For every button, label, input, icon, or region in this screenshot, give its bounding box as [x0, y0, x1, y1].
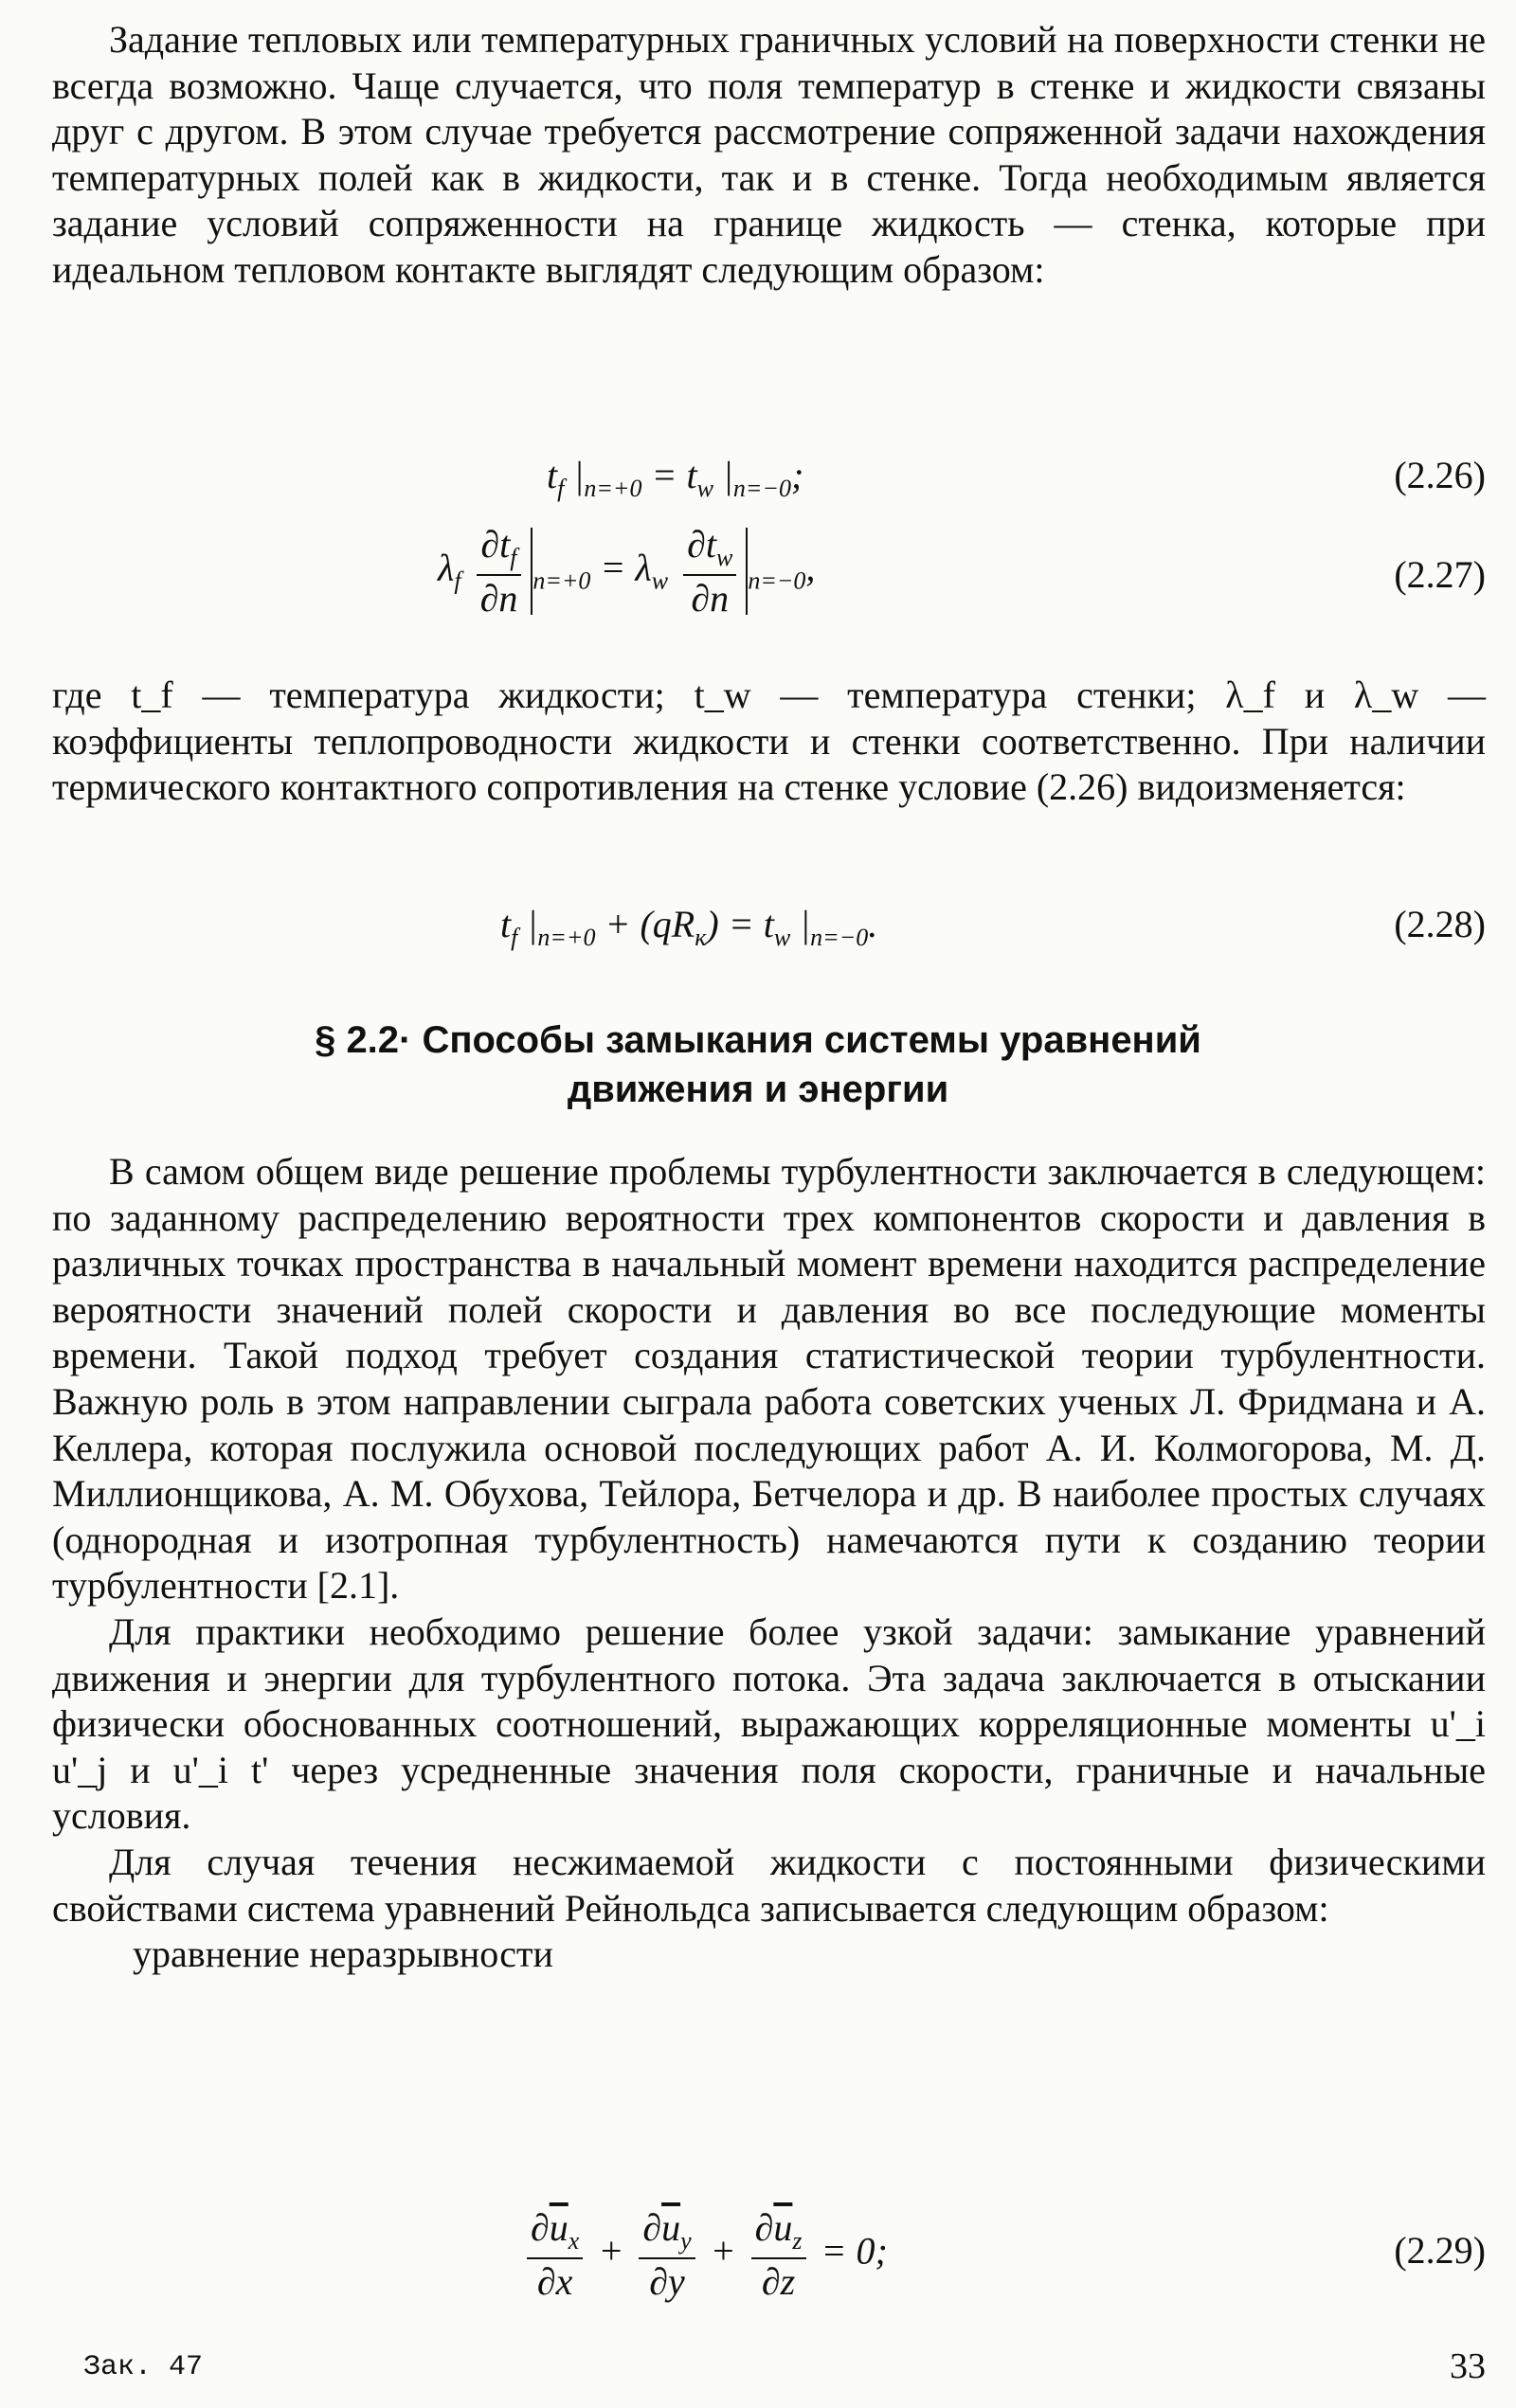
section-heading-line-2: движения и энергии	[567, 1069, 949, 1110]
page-number: 33	[1450, 2346, 1486, 2386]
paragraph-turbulence: В самом общем виде решение проблемы турбулентности заключается в следующем: по заданному распределению вероятности трех компонентов скорости и давления в различных точках пространства в начальный момент времени находится распределение вероятности значений полей скорости и давления во все последующие моменты времени. Такой подход требует создания статистической теории турбулентности. Важную роль в этом направлении сыграла работа советских ученых Л. Фридмана и А. Келлера, которая послужила основой последующих работ А. И. Колмогорова, М. Д. Миллионщикова, А. М. Обухова, Тейлора, Бетчелора и др. В наиболее простых случаях (однородная и изотропная турбулентность) намечаются пути к созданию теории турбулентности [2.1].	[52, 1150, 1486, 1608]
main-text	[52, 1149, 1486, 1978]
footer-order-number: Зак. 47	[83, 2351, 204, 2383]
equation-number-2-27: (2.27)	[1394, 553, 1486, 596]
intro-text	[52, 17, 1486, 294]
equation-number-2-29: (2.29)	[1394, 2229, 1486, 2272]
continuity-label: уравнение неразрывности	[133, 1932, 553, 1976]
section-heading-line-1: § 2.2· Способы замыкания системы уравнений	[315, 1019, 1201, 1061]
equation-2-27: $\lambda_f$ $\frac{\partial t_f}{\partial n}$ $_{n=+0} = \lambda_w$ $\frac{\partial t_w}{\partial n}$ $_{n=-0}$,	[438, 523, 816, 620]
paragraph-where: где t_f — температура жидкости; t_w — температура стенки; λ_f и λ_w — коэффициенты теплопроводности жидкости и стенки соответственно. При наличии термического контактного сопротивления на стенке условие (2.26) видоизменяется:	[52, 674, 1486, 809]
equation-2-26: $t_f$ $|_{n=+0} = t_w$ $|_{n=-0}$;	[547, 454, 804, 502]
equation-number-2-26: (2.26)	[1394, 454, 1486, 496]
equation-2-28: $t_f$ $|_{n=+0} + (qR_к) = t_w$ $|_{n=-0}$.	[500, 903, 878, 951]
paragraph-closure: Для практики необходимо решение более узкой задачи: замыкание уравнений движения и энергии для турбулентного потока. Эта задача заключается в отыскании физически обоснованных соотношений, выражающих корреляционные моменты u'_i u'_j и u'_i t' через усредненные значения поля скорости, граничные и начальные условия.	[52, 1609, 1486, 1838]
where-text	[52, 673, 1486, 811]
equation-number-2-28: (2.28)	[1394, 903, 1486, 945]
paragraph-reynolds: Для случая течения несжимаемой жидкости с постоянными физическими свойствами система уравнений Рейнольдса записывается следующим образом:	[52, 1840, 1486, 1930]
paragraph-1: Задание тепловых или температурных граничных условий на поверхности стенки не всегда возможно. Чаще случается, что поля температур в стенке и жидкости связаны друг с другом. В этом случае требуется рассмотрение сопряженной задачи нахождения температурных полей как в жидкости, так и в стенке. Тогда необходимым является задание условий сопряженности на границе жидкость — стенка, которые при идеальном тепловом контакте выглядят следующим образом:	[52, 18, 1486, 291]
equation-2-29: $\frac{\partial\overline{u}_x}{\partial x}$ + $\frac{\partial\overline{u}_y}{\partial y}$ + $\frac{\partial\overline{u}_z}{\partial z}$ = 0;	[521, 2207, 888, 2303]
